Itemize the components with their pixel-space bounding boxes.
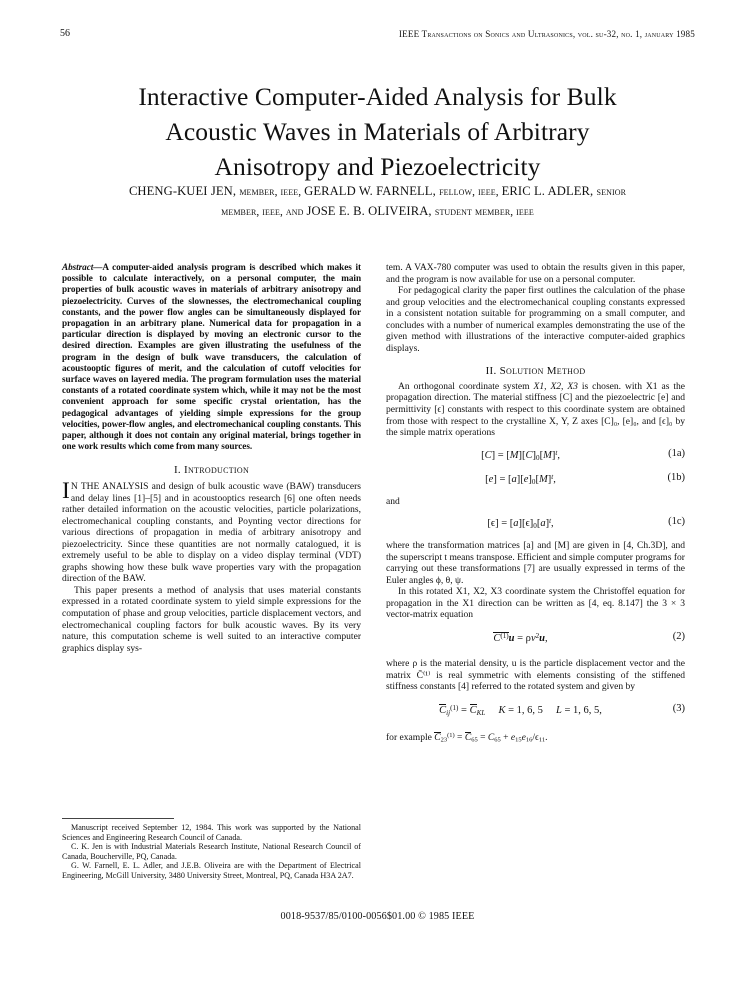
equation-conjunction: and bbox=[386, 495, 400, 507]
footnote-block bbox=[62, 823, 361, 880]
coordinate-system-vars: X1, X2, X3 bbox=[533, 380, 578, 392]
footnote-rule bbox=[62, 818, 174, 819]
footnote-manuscript: Manuscript received September 12, 1984. This work was supported by the National Sciences and Engineering Research Council of Canada. bbox=[62, 823, 361, 842]
column-left bbox=[62, 262, 361, 654]
page-folio: 56 bbox=[60, 28, 70, 39]
equation-3 bbox=[386, 703, 685, 720]
abstract-text: A computer-aided analysis program is described which makes it possible to calculate interactively, on a personal computer, the main properties of bulk acoustic waves in materials of arbitrary anisotropy and piezoelectricity. Curves of the slownesses, the electromechanical coupling constants, and the power flow angles can be simultaneously displayed for propagation in an arbitrary plane. Numerical data for propagation in a particular direction is displayed by moving an electronic cursor to the desired direction. Examples are given illustrating the usefulness of the program in the design of bulk wave transducers, the calculation of acoustooptic figures of merit, and the calculation of cutoff velocities for surface waves on layered media. The program formulation uses the material constants of a rotated coordinate system which, while it may not be the most convenient approach for some specific crystal orientation, has the pedagogical advantages of yielding simple expressions for the group velocities, power-flow angles, and electromechanical coupling constants. This paper, although it does not contain any original material, brings together in one work results which come from many sources. bbox=[62, 262, 361, 452]
abstract bbox=[62, 262, 361, 452]
section-heading-solution-method: II. Solution Method bbox=[485, 365, 586, 378]
author-farnell: GERALD W. FARNELL, bbox=[304, 184, 440, 198]
equation-1c bbox=[386, 516, 685, 531]
equation-1c-body: $[\epsilon] = [a][\epsilon]_0[a]^t$, bbox=[487, 517, 554, 531]
equation-2-tag: (2) bbox=[672, 631, 685, 643]
equation-1a bbox=[386, 448, 685, 463]
intro-first-paragraph bbox=[62, 478, 361, 585]
footnote-affiliation-mcgill: G. W. Farnell, E. L. Adler, and J.E.B. Oliveira are with the Department of Electrical Engineering, McGill University, 3480 University Street, Montreal, PQ, Canada H3A 2A7. bbox=[62, 861, 361, 880]
journal-citation: IEEE Transactions on Sonics and Ultrasonics, vol. su-32, no. 1, january 1985 bbox=[398, 29, 695, 39]
equation-3-tag: (3) bbox=[672, 702, 685, 714]
paper-title bbox=[72, 79, 683, 184]
drop-cap: I bbox=[62, 478, 70, 504]
title-line-3: Anisotropy and Piezoelectricity bbox=[214, 152, 541, 182]
author-jen: CHENG-KUEI JEN, bbox=[128, 184, 240, 198]
solution-paragraph-4: where ρ is the material density, u is the particle displacement vector and the matrix C̄⁽¹⁾ is real symmetric with elements consisting of the stiffened stiffness constants [4] referred to the rotated system and given by bbox=[386, 658, 685, 693]
section-heading-introduction: I. Introduction bbox=[173, 464, 250, 477]
author-adler-grade-2: member, ieee, and bbox=[221, 206, 307, 218]
equation-2 bbox=[386, 631, 685, 648]
author-farnell-grade: fellow, ieee, bbox=[439, 186, 502, 198]
intro-paragraph-1: N THE ANALYSIS and design of bulk acoustic wave (BAW) transducers and delay lines [1]–[5] and in acoustooptics research [6] one often needs rather detailed information on the acoustic velocities, particle polarizations, electromechanical coupling constants, and Poynting vector directions for various directions of propagation in media of arbitrary anisotropy and piezoelectricity. Since these quantities are not normally catalogued, it is extremely useful to be able to display on a video display terminal (VDT) graphs showing how these bulk wave properties vary with the propagation direction of the BAW. bbox=[62, 481, 361, 585]
equation-1b-tag: (1b) bbox=[667, 471, 685, 483]
column-right bbox=[386, 262, 685, 746]
author-adler-grade-1: senior bbox=[596, 186, 627, 198]
author-jen-grade: member, ieee, bbox=[239, 186, 305, 198]
equation-1a-body: $[C] = [M][C]_0[M]^t$, bbox=[481, 448, 560, 462]
solution-paragraph-3: In this rotated X1, X2, X3 coordinate system the Christoffel equation for propagation in the X1 direction can be written as [4, eq. 8.147] the 3 × 3 vector-matrix equation bbox=[386, 586, 685, 621]
equation-2-body: $C^{(1)}u = \rho v^2u$, bbox=[493, 632, 548, 645]
intro-paragraph-2-continued: tem. A VAX-780 computer was used to obtain the results given in this paper, and the program is now available for use on a personal computer. bbox=[386, 262, 685, 285]
equation-1b-body: $[e] = [a][e]_0[M]^t$, bbox=[485, 472, 556, 486]
intro-paragraph-2: This paper presents a method of analysis that uses material constants expressed in a rotated coordinate system to yield simple expressions for the computation of phase and group velocities, particle displacement vectors, and electromechanical coupling factors for bulk acoustic waves. By its very nature, this computation scheme is well suited to an interactive computer graphics display sys- bbox=[62, 584, 361, 654]
author-oliveira: JOSE E. B. OLIVEIRA, bbox=[306, 204, 435, 218]
equation-1b bbox=[386, 472, 685, 487]
equation-1c-tag: (1c) bbox=[668, 516, 685, 528]
intro-paragraph-3: For pedagogical clarity the paper first outlines the calculation of the phase and group velocities and the electromechanical coupling constants expressed in a consistent notation suitable for programming on a small computer, and concludes with a number of numerical examples demonstrating the use of the given method with illustrations of the interactive computer-aided graphics displays. bbox=[386, 285, 685, 354]
equation-3-body: $C_{ij}^{(1)} = C_{KL}$ K = 1, 6, 5 L = 1, 6, 5, bbox=[439, 703, 602, 717]
author-oliveira-grade: student member, ieee bbox=[434, 206, 534, 218]
solution-p1-pre: An orthogonal coordinate system bbox=[398, 380, 534, 392]
copyright-line: 0018-9537/85/0100-0056$01.00 © 1985 IEEE bbox=[280, 911, 475, 922]
solution-paragraph-1 bbox=[386, 381, 685, 439]
solution-paragraph-5: for example $C_{23}^{(1)} = C_{65} = C_{65} + e_{15}e_{16}/\epsilon_{11}$. bbox=[386, 731, 548, 744]
author-adler: ERIC L. ADLER, bbox=[501, 184, 597, 198]
equation-1a-tag: (1a) bbox=[668, 447, 685, 459]
author-list bbox=[85, 182, 670, 222]
running-head bbox=[60, 28, 695, 42]
abstract-label: Abstract— bbox=[62, 262, 103, 272]
footnote-affiliation-jen: C. K. Jen is with Industrial Materials Research Institute, National Research Council of Canada, Boucherville, PQ, Canada. bbox=[62, 842, 361, 861]
author-line-1 bbox=[85, 182, 670, 202]
solution-p5-pre: for example bbox=[386, 731, 435, 743]
solution-p1-post: is chosen. with X1 as the propagation direction. The material stiffness [C] and the piezoelectric [e] and permittivity [ϵ] constants with respect to this coordinate system are obtained from those with respect to the crystalline X, Y, Z axes [C]₀, [e]₀, and [ϵ]₀ by the simple matrix operations bbox=[386, 380, 686, 439]
author-line-2 bbox=[85, 202, 670, 222]
title-line-2: Acoustic Waves in Materials of Arbitrary bbox=[165, 117, 590, 147]
solution-paragraph-2: where the transformation matrices [a] and [M] are given in [4, Ch.3D], and the superscript t means transpose. Efficient and simple computer programs for carrying out these transformations [7] are usually expressed in terms of the Euler angles ϕ, θ, ψ. bbox=[386, 540, 685, 586]
title-line-1: Interactive Computer-Aided Analysis for Bulk bbox=[138, 82, 617, 112]
